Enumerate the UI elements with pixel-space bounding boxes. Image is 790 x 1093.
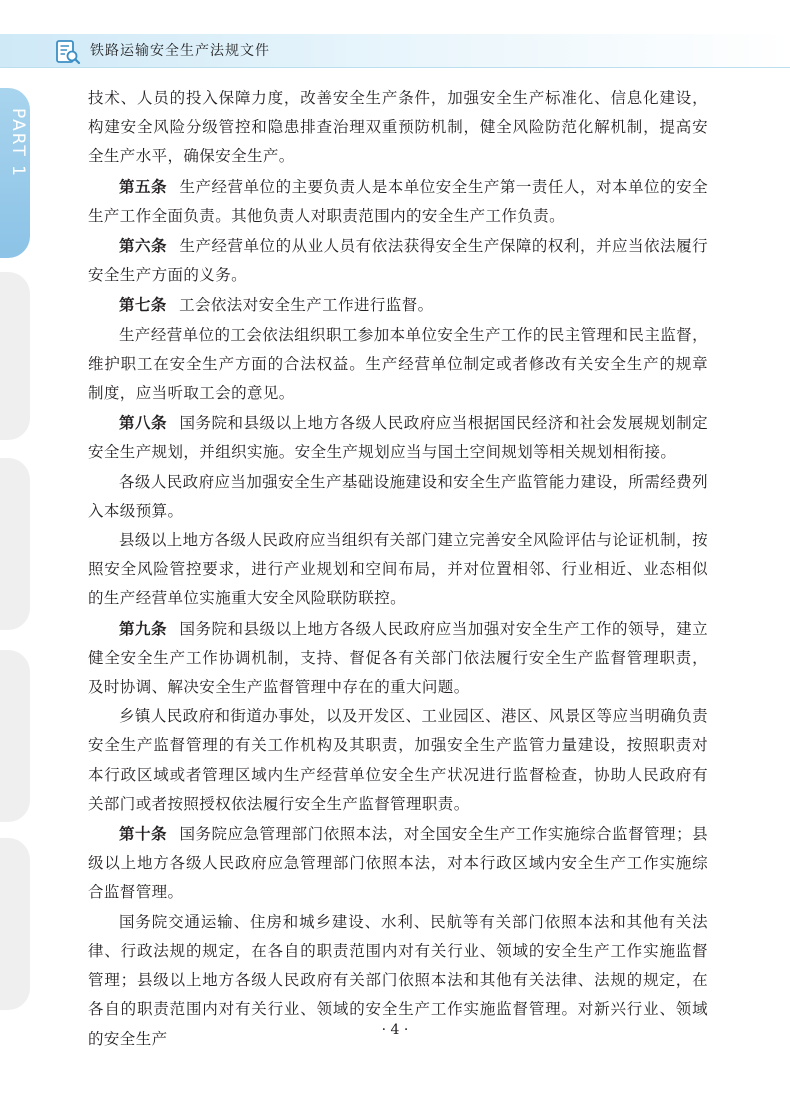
paragraph-text: 县级以上地方各级人民政府应当组织有关部门建立完善安全风险评估与论证机制，按照安全风险管控要求，进行产业规划和空间布局，并对位置相邻、行业相近、业态相似的生产经营单位实施重大安全风险联防联控。 <box>88 531 708 608</box>
paragraph-text: 国务院应急管理部门依照本法，对全国安全生产工作实施综合监督管理；县级以上地方各级人民政府应急管理部门依照本法，对本行政区域内安全生产工作实施综合监督管理。 <box>88 825 708 902</box>
paragraph-text: 国务院和县级以上地方各级人民政府应当根据国民经济和社会发展规划制定安全生产规划，并组织实施。安全生产规划应当与国土空间规划等相关规划相衔接。 <box>88 414 708 462</box>
header-divider <box>0 67 790 68</box>
paragraph-text: 工会依法对安全生产工作进行监督。 <box>179 296 434 315</box>
paragraph <box>88 84 708 172</box>
article-number: 第五条 <box>119 176 168 196</box>
paragraph-text: 生产经营单位的从业人员有依法获得安全生产保障的权利，并应当依法履行安全生产方面的义务。 <box>88 237 708 285</box>
article-number: 第八条 <box>119 413 168 433</box>
side-tab-part-2[interactable] <box>0 272 30 440</box>
paragraph <box>88 526 708 614</box>
article-number: 第六条 <box>119 236 168 256</box>
side-tab-label: PART 1 <box>8 108 28 178</box>
paragraph-text: 国务院交通运输、住房和城乡建设、水利、民航等有关部门依照本法和其他有关法律、行政法规的规定，在各自的职责范围内对有关行业、领域的安全生产工作实施监督管理；县级以上地方各级人民政府有关部门依照本法和其他有关法律、法规的规定，在各自的职责范围内对有关行业、领域的安全生产工作实施监督管理。对新兴行业、领域的安全生产 <box>88 912 708 1048</box>
paragraph <box>88 819 708 908</box>
side-tab-part-5[interactable] <box>0 838 30 1010</box>
paragraph-text: 国务院和县级以上地方各级人民政府应当加强对安全生产工作的领导，建立健全安全生产工作协调机制，支持、督促各有关部门依法履行安全生产监督管理职责，及时协调、解决安全生产监督管理中存在的重大问题。 <box>88 619 708 697</box>
paragraph <box>88 702 708 819</box>
side-tab-part-4[interactable] <box>0 650 30 822</box>
paragraph <box>88 172 708 231</box>
paragraph <box>88 290 708 320</box>
paragraph <box>88 614 708 703</box>
running-header-title: 铁路运输安全生产法规文件 <box>90 43 270 59</box>
paragraph <box>88 231 708 290</box>
book-magnifier-icon <box>54 38 82 66</box>
page-number: · 4 · <box>381 1022 409 1038</box>
paragraph-text: 生产经营单位的工会依法组织职工参加本单位安全生产工作的民主管理和民主监督，维护职工在安全生产方面的合法权益。生产经营单位制定或者修改有关安全生产的规章制度，应当听取工会的意见。 <box>88 325 708 403</box>
paragraph-text: 各级人民政府应当加强安全生产基础设施建设和安全生产监管能力建设，所需经费列入本级预算。 <box>88 472 708 520</box>
side-tab-part-3[interactable] <box>0 458 30 630</box>
paragraph-text: 技术、人员的投入保障力度，改善安全生产条件，加强安全生产标准化、信息化建设，构建安全风险分级管控和隐患排查治理双重预防机制，健全风险防范化解机制，提高安全生产水平，确保安全生产。 <box>88 89 708 166</box>
paragraph <box>88 468 708 526</box>
article-number: 第七条 <box>119 295 167 315</box>
paragraph-text: 乡镇人民政府和街道办事处，以及开发区、工业园区、港区、风景区等应当明确负责安全生产监督管理的有关工作机构及其职责，加强安全生产监管力量建设，按照职责对本行政区域或者管理区域内生产经营单位安全生产状况进行监督检查，协助人民政府有关部门或者按照授权依法履行安全生产监督管理职责。 <box>88 707 708 813</box>
paragraph <box>88 408 708 467</box>
paragraph-text: 生产经营单位的主要负责人是本单位安全生产第一责任人，对本单位的安全生产工作全面负责。其他负责人对职责范围内的安全生产工作负责。 <box>88 177 708 225</box>
article-number: 第九条 <box>119 618 168 638</box>
paragraph <box>88 321 708 409</box>
body-text <box>88 84 708 1054</box>
article-number: 第十条 <box>119 824 168 844</box>
